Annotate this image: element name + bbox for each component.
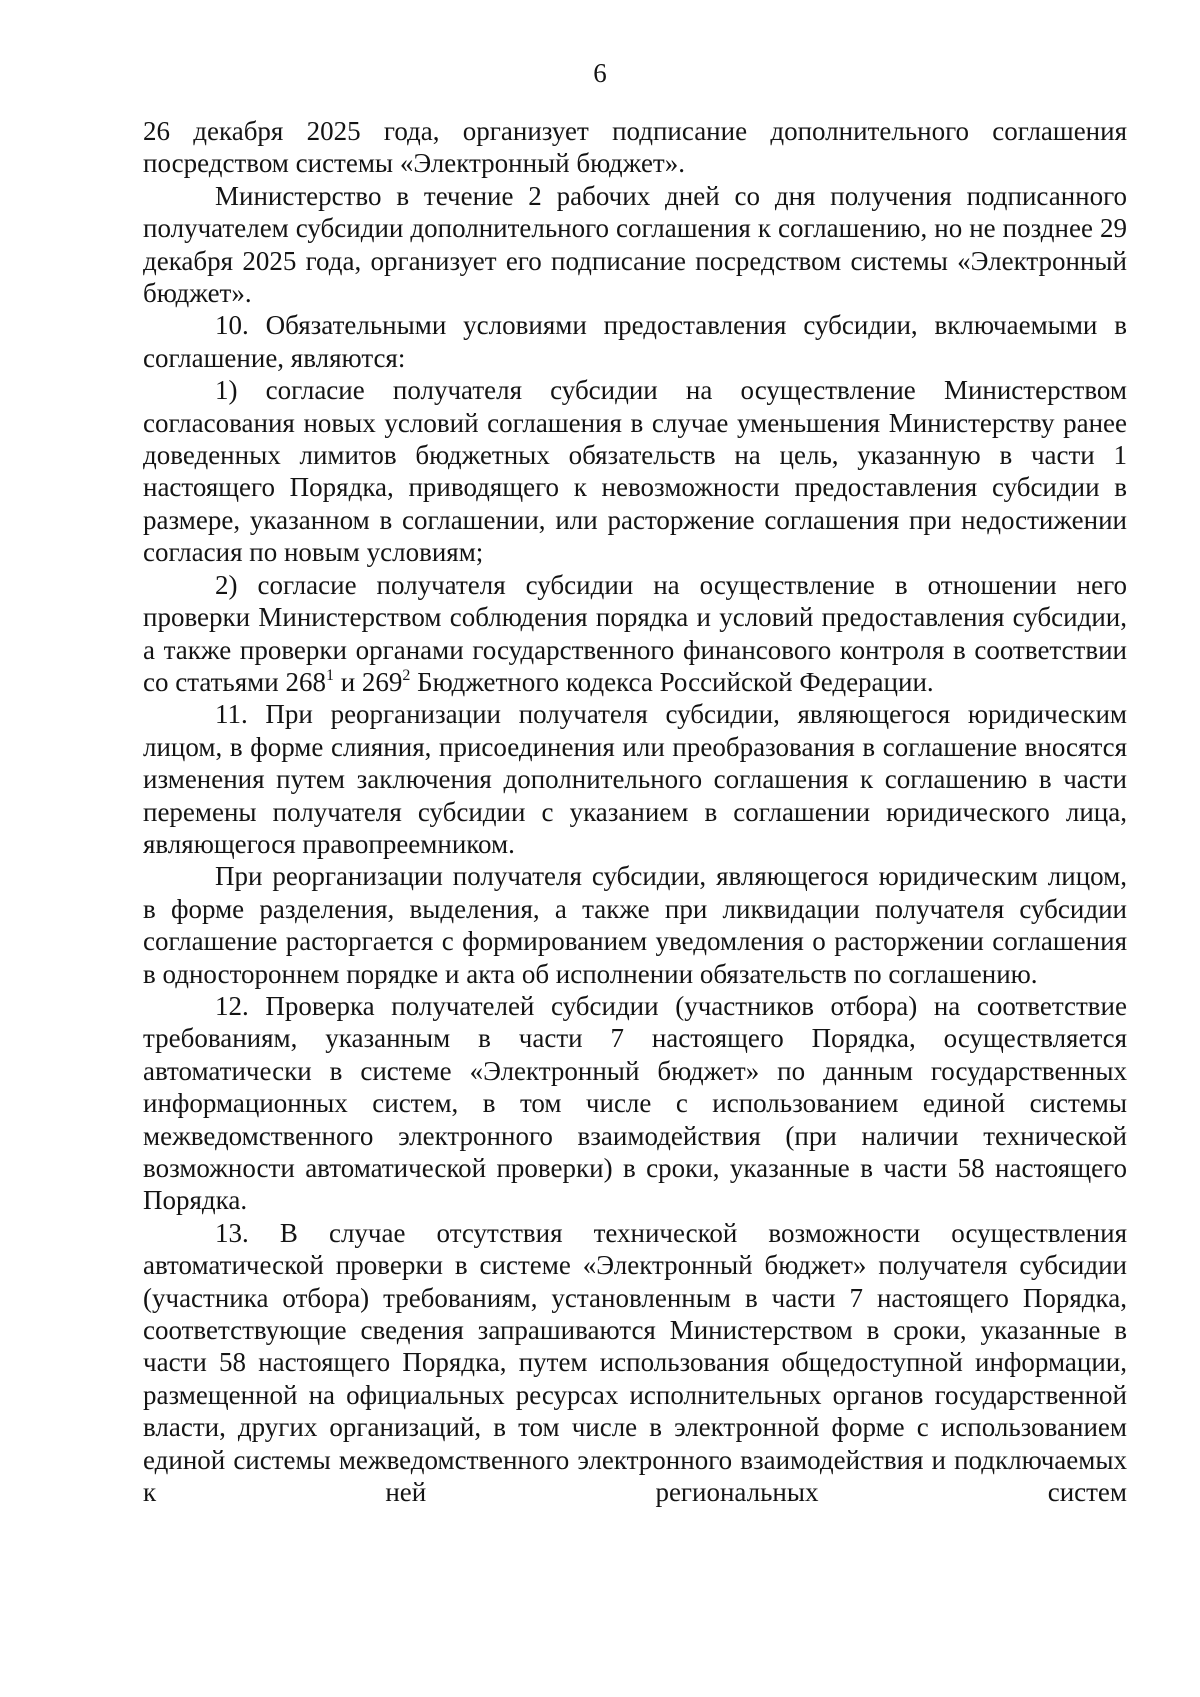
paragraph-item-10-2-text-after: Бюджетного кодекса Российской Федерации. bbox=[410, 666, 934, 697]
superscript-1: 1 bbox=[325, 666, 334, 684]
paragraph-item-11: 11. При реорганизации получателя субсидии, являющегося юридическим лицом, в форме слияния, присоединения или преобразования в соглашение вносятся изменения путем заключения дополнительного соглашения к соглашению в части перемены получателя субсидии с указанием в соглашении юридического лица, являющегося правопреемником. bbox=[143, 699, 1127, 859]
paragraph-item-10-2 bbox=[143, 569, 1127, 699]
paragraph-item-10-1: 1) согласие получателя субсидии на осуществление Министерством согласования новых условий соглашения в случае уменьшения Министерству ранее доведенных лимитов бюджетных обязательств на цель, указанную в части 1 настоящего Порядка, приводящего к невозможности предоставления субсидии в размере, указанном в соглашении, или расторжение соглашения при недостижении согласия по новым условиям; bbox=[143, 375, 1127, 568]
paragraph-item-10-2-text-before: 2) согласие получателя субсидии на осуществление в отношении него проверки Министерством соблюдения порядка и условий предоставления субсидии, а также проверки органами государственного финансового контроля в соответствии со статьями 268 bbox=[143, 569, 1127, 697]
paragraph-item-10: 10. Обязательными условиями предоставления субсидии, включаемыми в соглашение, являются: bbox=[143, 310, 1127, 373]
paragraph-continuation: 26 декабря 2025 года, организует подписание дополнительного соглашения посредством системы «Электронный бюджет». bbox=[143, 116, 1127, 179]
superscript-2: 2 bbox=[402, 666, 411, 684]
paragraph-reorganization: При реорганизации получателя субсидии, являющегося юридическим лицом, в форме разделения, выделения, а также при ликвидации получателя субсидии соглашение расторгается с формированием уведомления о расторжении соглашения в одностороннем порядке и акта об исполнении обязательств по соглашению. bbox=[143, 861, 1127, 989]
paragraph-ministry-signing: Министерство в течение 2 рабочих дней со дня получения подписанного получателем субсидии дополнительного соглашения к соглашению, но не позднее 29 декабря 2025 года, организует его подписание посредством системы «Электронный бюджет». bbox=[143, 180, 1127, 309]
paragraph-item-10-2-text-middle: и 269 bbox=[333, 666, 403, 697]
paragraph-item-13: 13. В случае отсутствия технической возможности осуществления автоматической проверки в системе «Электронный бюджет» получателя субсидии (участника отбора) требованиям, установленным в части 7 настоящего Порядка, соответствующие сведения запрашиваются Министерством в сроки, указанные в части 58 настоящего Порядка, путем использования общедоступной информации, размещенной на официальных ресурсах исполнительных органов государственной власти, других организаций, в том числе в электронной форме с использованием единой системы межведомственного электронного взаимодействия и подключаемых к ней региональных систем bbox=[143, 1217, 1127, 1508]
page-number: 6 bbox=[593, 58, 607, 88]
document-body bbox=[143, 115, 1127, 1508]
paragraph-item-12: 12. Проверка получателей субсидии (участников отбора) на соответствие требованиям, указанным в части 7 настоящего Порядка, осуществляется автоматически в системе «Электронный бюджет» по данным государственных информационных систем, в том числе с использованием единой системы межведомственного электронного взаимодействия (при наличии технической возможности автоматической проверки) в сроки, указанные в части 58 настоящего Порядка. bbox=[143, 990, 1127, 1216]
